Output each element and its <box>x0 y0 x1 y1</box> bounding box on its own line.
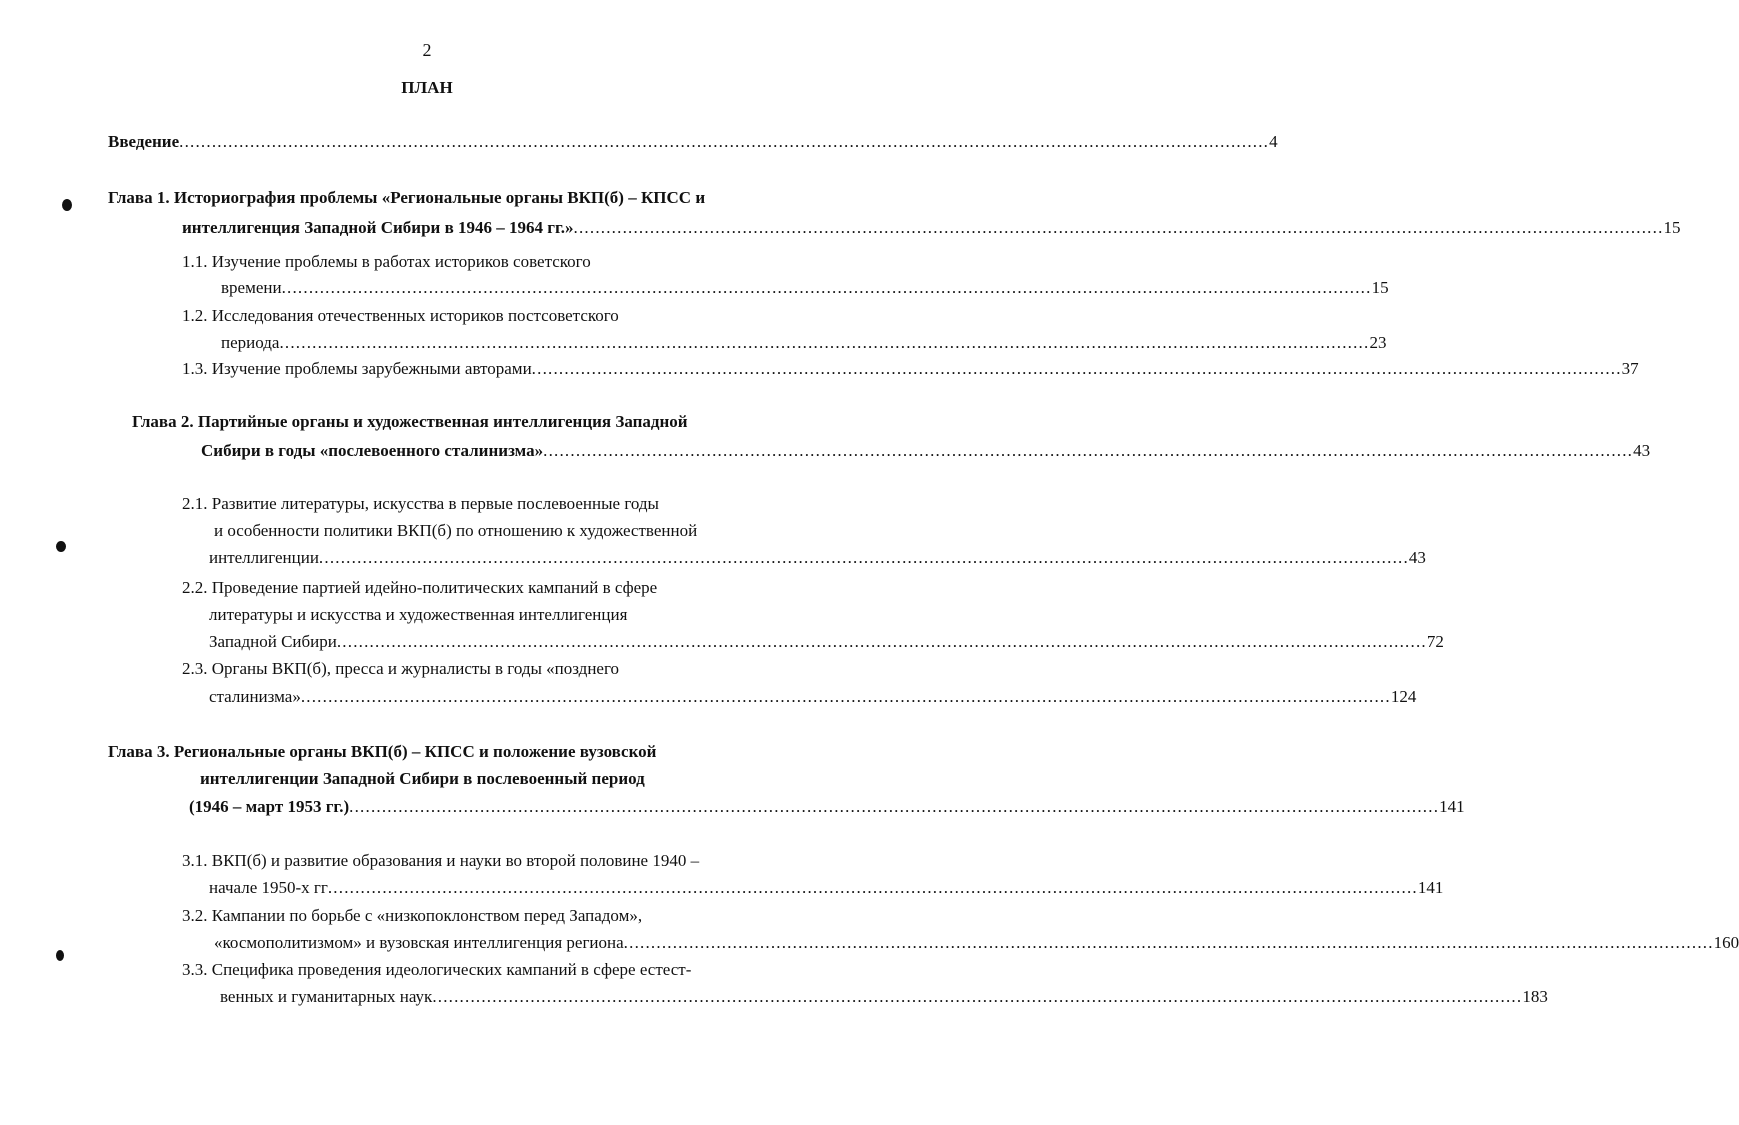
section-2-2-line2[interactable]: литературы и искусства и художественная интеллигенция <box>209 605 628 624</box>
toc-entry-1-2[interactable] <box>221 331 1387 355</box>
chapter2-title-line1[interactable]: Глава 2. Партийные органы и художественная интеллигенция Западной <box>132 412 688 431</box>
toc-entry-1-3[interactable] <box>182 357 1639 381</box>
toc-leader: ........................................................................................................................................................................................................ <box>432 987 1523 1006</box>
toc-page: 72 <box>1426 632 1444 651</box>
toc-leader: ........................................................................................................................................................................................................ <box>179 132 1270 151</box>
section-1-2-line2: периода <box>221 333 280 352</box>
toc-label: Введение <box>108 132 180 151</box>
section-2-3-line2: сталинизма» <box>209 687 301 706</box>
section-3-3-line1[interactable]: 3.3. Специфика проведения идеологических кампаний в сфере естест- <box>182 960 692 979</box>
chapter3-title-line1[interactable]: Глава 3. Региональные органы ВКП(б) – КПСС и положение вузовской <box>108 742 657 761</box>
toc-entry-chapter3[interactable] <box>189 795 1465 819</box>
scan-mark <box>56 950 64 961</box>
page-number: 2 <box>422 40 432 60</box>
section-3-2-line1[interactable]: 3.2. Кампании по борьбе с «низкопоклонством перед Западом», <box>182 906 643 925</box>
toc-entry-3-1[interactable] <box>209 876 1444 900</box>
section-2-1-line1[interactable]: 2.1. Развитие литературы, искусства в первые послевоенные годы <box>182 494 659 513</box>
section-1-1-line2: времени <box>221 278 282 297</box>
toc-entry-2-1[interactable] <box>209 546 1426 570</box>
toc-leader: ........................................................................................................................................................................................................ <box>349 797 1440 816</box>
section-1-2-line1[interactable]: 1.2. Исследования отечественных историков постсоветского <box>182 306 619 325</box>
toc-entry-chapter2[interactable] <box>201 439 1651 463</box>
toc-entry-intro[interactable] <box>108 130 1278 154</box>
toc-leader: ........................................................................................................................................................................................................ <box>300 687 1391 706</box>
toc-page: 183 <box>1522 987 1548 1006</box>
chapter3-title-line3: (1946 – март 1953 гг.) <box>189 797 350 816</box>
section-2-2-line3: Западной Сибири <box>209 632 337 651</box>
toc-entry-chapter1[interactable] <box>182 216 1681 240</box>
section-3-2-line2: «космополитизмом» и вузовская интеллигенция региона <box>214 933 624 952</box>
toc-leader: ........................................................................................................................................................................................................ <box>336 632 1427 651</box>
section-3-3-line2: венных и гуманитарных наук <box>220 987 433 1006</box>
chapter2-title-line2: Сибири в годы «послевоенного сталинизма» <box>201 441 544 460</box>
toc-page: 43 <box>1408 548 1426 567</box>
chapter3-title-line2[interactable]: интеллигенции Западной Сибири в послевоенный период <box>200 769 645 788</box>
toc-leader: ........................................................................................................................................................................................................ <box>543 441 1634 460</box>
toc-entry-3-3[interactable] <box>220 985 1548 1009</box>
chapter1-title-line2: интеллигенция Западной Сибири в 1946 – 1964 гг.» <box>182 218 574 237</box>
toc-leader: ........................................................................................................................................................................................................ <box>531 359 1622 378</box>
toc-page: 141 <box>1439 797 1465 816</box>
toc-entry-1-1[interactable] <box>221 276 1389 300</box>
toc-leader: ........................................................................................................................................................................................................ <box>327 878 1418 897</box>
section-2-1-line3: интеллигенции <box>209 548 319 567</box>
section-1-3-label: 1.3. Изучение проблемы зарубежными авторами <box>182 359 532 378</box>
toc-entry-2-3[interactable] <box>209 685 1417 709</box>
toc-page: 124 <box>1390 687 1417 706</box>
toc-leader: ........................................................................................................................................................................................................ <box>279 333 1370 352</box>
section-2-3-line1[interactable]: 2.3. Органы ВКП(б), пресса и журналисты в годы «позднего <box>182 659 620 678</box>
toc-leader: ........................................................................................................................................................................................................ <box>281 278 1372 297</box>
toc-page: 43 <box>1633 441 1651 460</box>
section-3-1-line2: начале 1950-х гг <box>209 878 328 897</box>
toc-leader: ........................................................................................................................................................................................................ <box>318 548 1409 567</box>
toc-leader: ........................................................................................................................................................................................................ <box>623 933 1714 952</box>
chapter1-title-line1[interactable]: Глава 1. Историография проблемы «Региональные органы ВКП(б) – КПСС и <box>108 188 706 207</box>
toc-leader: ........................................................................................................................................................................................................ <box>573 218 1664 237</box>
section-2-1-line2[interactable]: и особенности политики ВКП(б) по отношению к художественной <box>214 521 698 540</box>
toc-page: 37 <box>1621 359 1639 378</box>
page-title: ПЛАН <box>401 78 453 97</box>
toc-entry-2-2[interactable] <box>209 630 1444 654</box>
toc-page: 4 <box>1269 132 1278 151</box>
toc-page: 15 <box>1663 218 1681 237</box>
section-1-1-line1[interactable]: 1.1. Изучение проблемы в работах историков советского <box>182 252 591 271</box>
section-3-1-line1[interactable]: 3.1. ВКП(б) и развитие образования и науки во второй половине 1940 – <box>182 851 700 870</box>
toc-page: 15 <box>1371 278 1389 297</box>
toc-page: 23 <box>1369 333 1387 352</box>
scan-mark <box>56 541 66 552</box>
scan-mark <box>62 199 72 211</box>
toc-page: 141 <box>1417 878 1444 897</box>
toc-entry-3-2[interactable] <box>214 931 1739 955</box>
section-2-2-line1[interactable]: 2.2. Проведение партией идейно-политических кампаний в сфере <box>182 578 658 597</box>
toc-page: 160 <box>1713 933 1739 952</box>
